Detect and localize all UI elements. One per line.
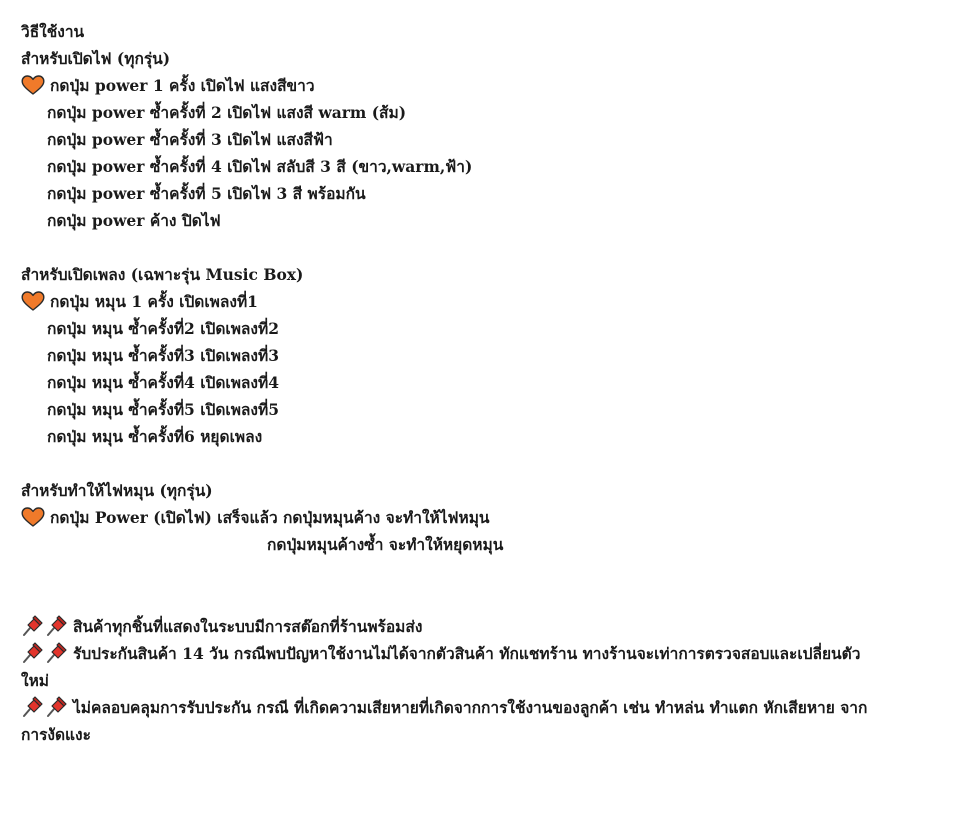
section-spacer xyxy=(21,450,901,477)
music-step-3: กดปุ่ม หมุน ซ้ำครั้งที่3 เปิดเพลงที่3 xyxy=(47,346,280,365)
lights-step-6: กดปุ่ม power ค้าง ปิดไฟ xyxy=(47,211,221,230)
pushpin-icon xyxy=(21,696,43,718)
page-title: วิธีใช้งาน xyxy=(21,22,85,41)
note-warranty xyxy=(21,640,871,694)
music-step-1-text: กดปุ่ม หมุน 1 ครั้ง เปิดเพลงที่1 xyxy=(50,292,258,311)
music-step-4: กดปุ่ม หมุน ซ้ำครั้งที่4 เปิดเพลงที่4 xyxy=(47,373,280,392)
note-stock-text: สินค้าทุกชิ้นที่แสดงในระบบมีการสต๊อกที่ร้านพร้อมส่ง xyxy=(73,617,423,636)
note-exclusion-text: ไม่คลอบคลุมการรับประกัน กรณี ที่เกิดความเสียหายที่เกิดจากการใช้งานของลูกค้า เช่น ทำหล่น ทำแตก หักเสียหาย จากการงัดแงะ xyxy=(21,698,868,744)
lights-step-1 xyxy=(21,72,901,99)
pushpin-icon xyxy=(45,615,67,637)
section-spacer xyxy=(21,234,901,261)
note-exclusion xyxy=(21,694,871,748)
note-stock xyxy=(21,613,871,640)
lights-step-2: กดปุ่ม power ซ้ำครั้งที่ 2 เปิดไฟ แสงสี warm (ส้ม) xyxy=(47,103,407,122)
rotate-step-1-text: กดปุ่ม Power (เปิดไฟ) เสร็จแล้ว กดปุ่มหมุนค้าง จะทำให้ไฟหมุน xyxy=(50,508,490,527)
music-step-2: กดปุ่ม หมุน ซ้ำครั้งที่2 เปิดเพลงที่2 xyxy=(47,319,280,338)
pushpin-icons xyxy=(21,617,69,636)
pushpin-icon xyxy=(21,642,43,664)
lights-step-4: กดปุ่ม power ซ้ำครั้งที่ 4 เปิดไฟ สลับสี 3 สี (ขาว,warm,ฟ้า) xyxy=(47,157,473,176)
pushpin-icons xyxy=(21,644,69,663)
music-step-5: กดปุ่ม หมุน ซ้ำครั้งที่5 เปิดเพลงที่5 xyxy=(47,400,280,419)
rotate-step-1 xyxy=(21,504,901,531)
orange-heart-icon xyxy=(21,75,45,95)
rotate-step-2: กดปุ่มหมุนค้างซ้ำ จะทำให้หยุดหมุน xyxy=(267,535,504,554)
music-step-6: กดปุ่ม หมุน ซ้ำครั้งที่6 หยุดเพลง xyxy=(47,427,263,446)
note-warranty-text: รับประกันสินค้า 14 วัน กรณีพบปัญหาใช้งานไม่ได้จากตัวสินค้า ทักแชทร้าน ทางร้านจะเท่าการตรวจสอบและเปลี่ยนตัวใหม่ xyxy=(21,644,861,690)
orange-heart-icon xyxy=(21,291,45,311)
pushpin-icon xyxy=(21,615,43,637)
section-spacer xyxy=(21,558,901,613)
rotate-section-title: สำหรับทำให้ไฟหมุน (ทุกรุ่น) xyxy=(21,481,213,500)
lights-section-title: สำหรับเปิดไฟ (ทุกรุ่น) xyxy=(21,49,171,68)
music-section-title: สำหรับเปิดเพลง (เฉพาะรุ่น Music Box) xyxy=(21,265,304,284)
orange-heart-icon xyxy=(21,507,45,527)
lights-step-1-text: กดปุ่ม power 1 ครั้ง เปิดไฟ แสงสีขาว xyxy=(50,76,315,95)
pushpin-icon xyxy=(45,696,67,718)
pushpin-icon xyxy=(45,642,67,664)
music-step-1 xyxy=(21,288,901,315)
pushpin-icons xyxy=(21,698,69,717)
lights-step-5: กดปุ่ม power ซ้ำครั้งที่ 5 เปิดไฟ 3 สี พร้อมกัน xyxy=(47,184,366,203)
lights-step-3: กดปุ่ม power ซ้ำครั้งที่ 3 เปิดไฟ แสงสีฟ้า xyxy=(47,130,333,149)
